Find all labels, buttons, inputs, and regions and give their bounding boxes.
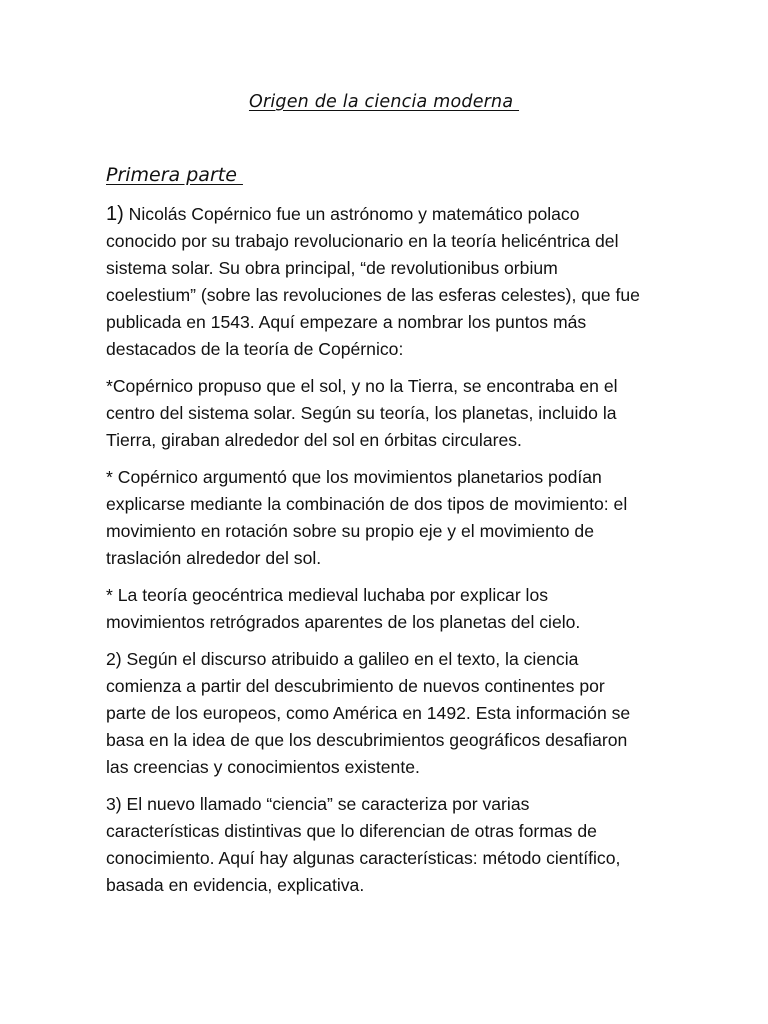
text-line: publicada en 1543. Aquí empezare a nombrar los puntos más: [106, 312, 587, 332]
text-line: centro del sistema solar. Según su teoría, los planetas, incluido la: [106, 403, 617, 423]
paragraph-planetary-motion-point: [106, 464, 666, 572]
text-line: características distintivas que lo diferencian de otras formas de: [106, 821, 597, 841]
paragraph-heliocentric-point: [106, 373, 666, 454]
text-line: * Copérnico argumentó que los movimientos planetarios podían: [106, 467, 602, 487]
text-line: traslación alrededor del sol.: [106, 548, 322, 568]
text-line: explicarse mediante la combinación de dos tipos de movimiento: el: [106, 494, 628, 514]
text-line: *Copérnico propuso que el sol, y no la Tierra, se encontraba en el: [106, 376, 618, 396]
text-line: movimientos retrógrados aparentes de los planetas del cielo.: [106, 612, 581, 632]
paragraph-science-characteristics: [106, 791, 666, 899]
text-line: * La teoría geocéntrica medieval luchaba por explicar los: [106, 585, 549, 605]
section-heading: Primera parte: [106, 164, 243, 186]
document-body: [106, 201, 666, 909]
text-line: 3) El nuevo llamado “ciencia” se caracteriza por varias: [106, 794, 530, 814]
text-line: Tierra, giraban alrededor del sol en órbitas circulares.: [106, 430, 522, 450]
text-line: basada en evidencia, explicativa.: [106, 875, 365, 895]
text-line: basa en la idea de que los descubrimientos geográficos desafiaron: [106, 730, 628, 750]
text-line: conocimiento. Aquí hay algunas características: método científico,: [106, 848, 621, 868]
text-line: sistema solar. Su obra principal, “de revolutionibus orbium: [106, 258, 558, 278]
text-line: conocido por su trabajo revolucionario en la teoría helicéntrica del: [106, 231, 619, 251]
text-line: destacados de la teoría de Copérnico:: [106, 339, 404, 359]
text-line: comienza a partir del descubrimiento de nuevos continentes por: [106, 676, 605, 696]
text-line: 2) Según el discurso atribuido a galileo en el texto, la ciencia: [106, 649, 579, 669]
paragraph-galileo-answer: [106, 646, 666, 781]
text-line: parte de los europeos, como América en 1492. Esta información se: [106, 703, 631, 723]
item-number: 1): [106, 203, 124, 225]
text-line: movimiento en rotación sobre su propio eje y el movimiento de: [106, 521, 594, 541]
paragraph-copernico-intro: [106, 201, 666, 363]
text-line-content: Nicolás Copérnico fue un astrónomo y matemático polaco: [123, 204, 580, 224]
text-line: [106, 201, 666, 228]
document-title: Origen de la ciencia moderna: [248, 92, 520, 112]
text-line: coelestium” (sobre las revoluciones de las esferas celestes), que fue: [106, 285, 640, 305]
paragraph-geocentric-point: [106, 582, 666, 636]
text-line: las creencias y conocimientos existente.: [106, 757, 420, 777]
